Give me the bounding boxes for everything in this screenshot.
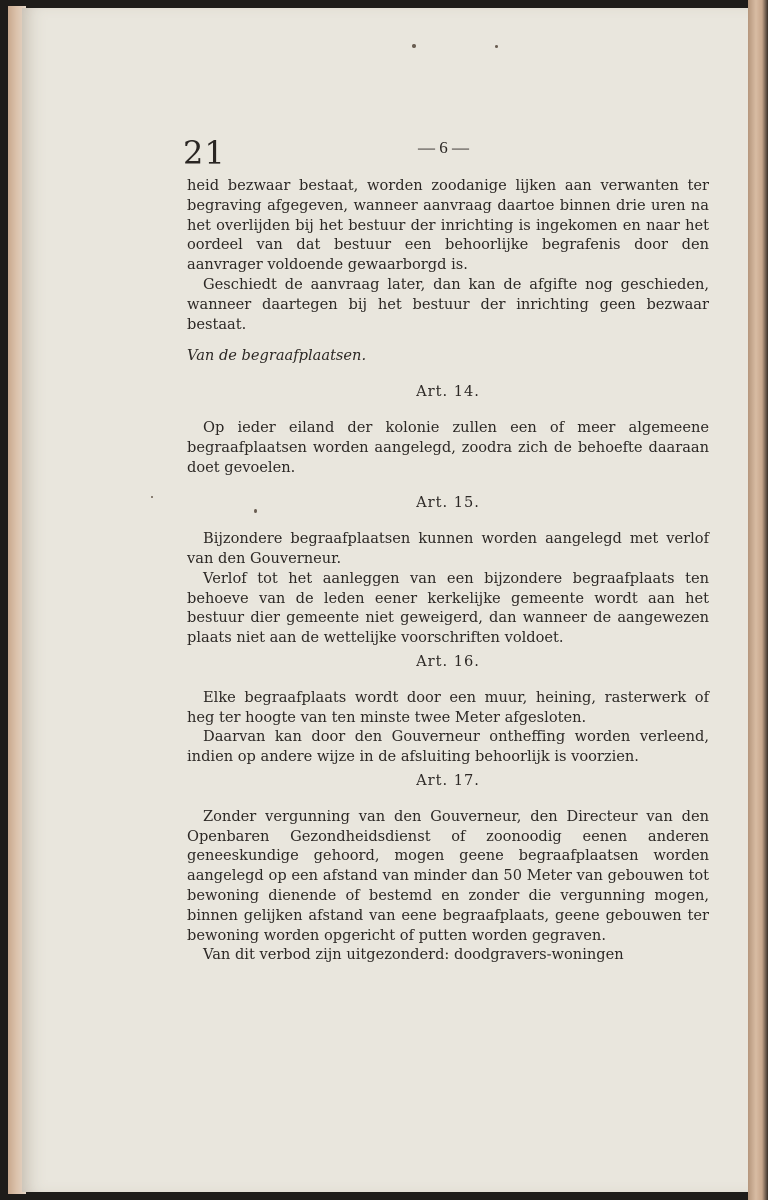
article-text-15-1: Bijzondere begraafplaatsen kunnen worden aangelegd met verlof van den Gouverneur. <box>187 530 709 567</box>
article-title-17: Art. 17. <box>416 771 480 789</box>
article-text-16-1: Elke begraafplaats wordt door een muur, heining, rasterwerk of heg ter hoogte van ten minste twee Meter afgesloten. <box>187 688 709 726</box>
article-title-14: Art. 14. <box>416 383 480 401</box>
page-label: — 6 — <box>418 138 469 157</box>
page-text <box>187 176 709 965</box>
paragraph-continuation: heid bezwaar bestaat, worden zoodanige lijken aan verwanten ter begraving afgegeven, wanneer aanvraag daartoe binnen drie uren na het overlijden bij het bestuur der inrichting is ingekomen en naar het oordeel van dat bestuur een behoorlijke begrafenis door den aanvrager voldoende gewaarborgd is. <box>187 177 709 274</box>
article-text-17-2: Van dit verbod zijn uitgezonderd: doodgravers-woningen <box>203 946 624 964</box>
article-title-15: Art. 15. <box>416 494 480 512</box>
article-text-16-2: Daarvan kan door den Gouverneur ontheffing worden verleend, indien op andere wijze in de afsluiting behoorlijk is voorzien. <box>187 728 709 766</box>
paragraph: Geschiedt de aanvraag later, dan kan de afgifte nog geschieden, wanneer daartegen bij het bestuur der inrichting geen bezwaar bestaat. <box>187 275 709 333</box>
article-title-16: Art. 16. <box>416 652 480 670</box>
paper-speck <box>495 45 498 48</box>
paper-speck <box>151 496 153 498</box>
article-text-17-1: Zonder vergunning van den Gouverneur, den Directeur van den Openbaren Gezondheidsdienst of zoonoodig eenen anderen geneeskundige gehoord, mogen geene begraafplaatsen worden aangelegd op een afstand van minder dan 50 Meter van gebouwen tot bewoning dienende of bestemd en zonder die vergunning mogen, binnen gelijken afstand van eene begraafplaats, geene gebouwen ter bewoning worden opgericht of putten worden gegraven. <box>187 807 709 944</box>
paper-speck <box>412 44 416 48</box>
section-heading: Van de begraafplaatsen. <box>187 347 367 365</box>
page-number: 21 <box>183 134 226 172</box>
article-text-14: Op ieder eiland der kolonie zullen een of meer algemeene begraafplaatsen worden aangelegd, zoodra zich de behoefte daaraan doet gevoelen. <box>187 418 709 476</box>
page-stack-right-edge <box>748 0 768 1200</box>
article-text-15-2: Verlof tot het aanleggen van een bijzondere begraafplaats ten behoeve van de leden eener kerkelijke gemeente wordt aan het bestuur dier gemeente niet geweigerd, dan wanneer de aangewezen plaats niet aan de wettelijke voorschriften voldoet. <box>187 569 709 647</box>
